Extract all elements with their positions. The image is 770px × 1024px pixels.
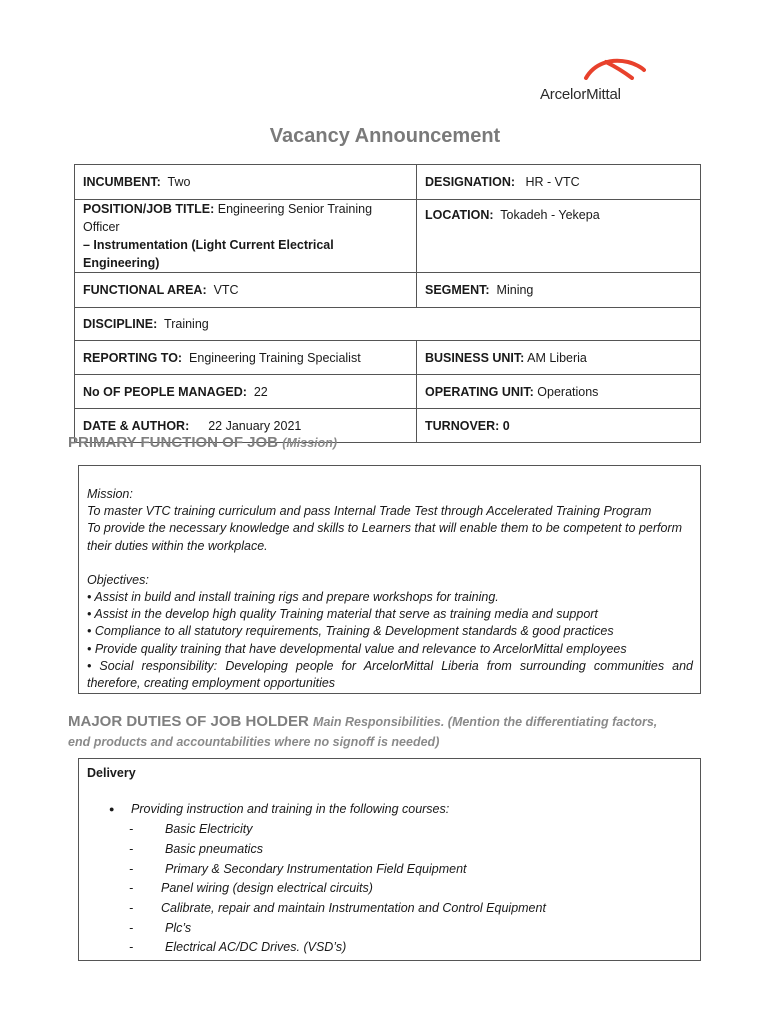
arcelormittal-swoosh-icon	[580, 56, 646, 80]
people-managed-cell	[75, 375, 417, 409]
reporting-to-label: REPORTING TO:	[83, 350, 183, 365]
primary-function-title: PRIMARY FUNCTION OF JOB	[68, 434, 279, 451]
objective-item: • Compliance to all statutory requirements, Training & Development standards & good practices	[87, 624, 614, 639]
objective-item: therefore, creating employment opportunities	[87, 676, 336, 691]
mission-line: To provide the necessary knowledge and skills to Learners that will enable them to be competent to perform	[87, 521, 683, 536]
course-text: Panel wiring (design electrical circuits)	[161, 881, 373, 895]
course-text: Plc’s	[165, 921, 192, 935]
business-unit-label: BUSINESS UNIT:	[425, 350, 525, 365]
business-unit-value: AM Liberia	[527, 350, 587, 365]
functional-area-label: FUNCTIONAL AREA:	[83, 283, 207, 297]
position-label: POSITION/JOB TITLE:	[83, 202, 215, 216]
functional-area-cell	[75, 273, 417, 308]
major-duties-sub-line2: end products and accountabilities where no signoff is needed)	[68, 735, 440, 749]
discipline-cell	[75, 308, 701, 341]
designation-value: HR - VTC	[525, 175, 580, 189]
course-dash: -	[129, 901, 134, 915]
mission-box	[78, 465, 701, 694]
job-info-table	[74, 164, 701, 443]
incumbent-value: Two	[167, 175, 191, 189]
mission-label: Mission:	[87, 487, 133, 501]
course-text: Calibrate, repair and maintain Instrumentation and Control Equipment	[161, 901, 546, 915]
course-text: Electrical AC/DC Drives. (VSD’s)	[165, 940, 347, 954]
position-value-line2: – Instrumentation (Light Current Electrical Engineering)	[83, 238, 334, 270]
incumbent-cell	[75, 165, 417, 200]
course-dash: -	[129, 842, 134, 856]
page-title: Vacancy Announcement	[269, 125, 501, 147]
reporting-to-cell	[75, 341, 417, 375]
major-duties-heading	[68, 713, 657, 730]
course-dash: -	[129, 921, 134, 935]
primary-function-sub: (Mission)	[282, 436, 338, 450]
segment-cell	[417, 273, 701, 308]
course-dash: -	[129, 822, 134, 836]
course-text: Primary & Secondary Instrumentation Field Equipment	[165, 862, 467, 876]
designation-label: DESIGNATION:	[425, 175, 516, 189]
date-author-label: DATE & AUTHOR:	[83, 418, 190, 433]
objective-item: • Provide quality training that have developmental value and relevance to ArcelorMittal employees	[87, 641, 627, 656]
incumbent-label: INCUMBENT:	[83, 175, 161, 189]
people-managed-label: No OF PEOPLE MANAGED:	[83, 384, 247, 399]
logo-text: ArcelorMittal	[540, 86, 621, 103]
turnover-cell	[417, 409, 701, 443]
bullet-icon: ●	[109, 804, 115, 814]
location-cell	[417, 200, 701, 273]
people-managed-value: 22	[253, 384, 268, 399]
operating-unit-label: OPERATING UNIT:	[425, 384, 534, 399]
major-duties-sub: Main Responsibilities. (Mention the differentiating factors,	[313, 715, 658, 729]
position-value: Engineering Senior Training Officer	[83, 202, 373, 234]
duties-box	[78, 758, 701, 961]
operating-unit-value: Operations	[537, 384, 599, 399]
discipline-label: DISCIPLINE:	[83, 317, 158, 331]
primary-function-heading	[68, 434, 337, 451]
turnover-label: TURNOVER: 0	[425, 418, 510, 433]
segment-value: Mining	[496, 283, 534, 297]
objective-item: • Assist in build and install training rigs and prepare workshops for training.	[87, 590, 499, 605]
operating-unit-cell	[417, 375, 701, 409]
bullet-text: Providing instruction and training in the following courses:	[131, 802, 450, 816]
course-dash: -	[129, 881, 134, 895]
objective-item: • Assist in the develop high quality Training material that serve as training media and support	[87, 607, 598, 622]
course-dash: -	[129, 940, 134, 954]
date-author-value: 22 January 2021	[208, 418, 302, 433]
delivery-label: Delivery	[87, 766, 136, 780]
objectives-label: Objectives:	[87, 572, 149, 587]
reporting-to-value: Engineering Training Specialist	[189, 350, 361, 365]
position-cell	[75, 200, 417, 273]
arcelormittal-logo	[540, 56, 650, 106]
course-dash: -	[129, 862, 134, 876]
course-text: Basic Electricity	[165, 822, 253, 836]
designation-cell	[417, 165, 701, 200]
major-duties-title: MAJOR DUTIES OF JOB HOLDER	[68, 713, 309, 730]
discipline-value: Training	[164, 317, 209, 331]
functional-area-value: VTC	[213, 283, 239, 297]
business-unit-cell	[417, 341, 701, 375]
objective-item: • Social responsibility: Developing people for ArcelorMittal Liberia from surrounding communities and	[87, 658, 693, 673]
segment-label: SEGMENT:	[425, 283, 490, 297]
mission-line: their duties within the workplace.	[87, 538, 268, 553]
course-text: Basic pneumatics	[165, 842, 263, 856]
location-value: Tokadeh - Yekepa	[500, 208, 600, 222]
mission-line: To master VTC training curriculum and pass Internal Trade Test through Accelerated Training Program	[87, 504, 652, 519]
location-label: LOCATION:	[425, 208, 494, 222]
